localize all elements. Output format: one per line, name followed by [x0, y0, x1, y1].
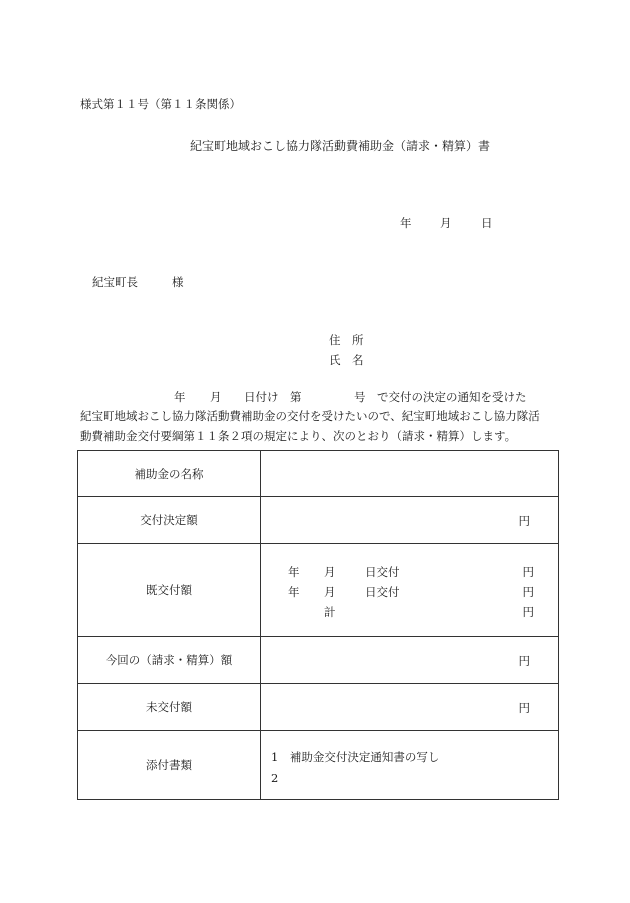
prior-2-day: 日交付 [365, 585, 400, 599]
body-month: 月 [210, 390, 222, 404]
attachments-field[interactable] [261, 731, 559, 800]
date-year: 年 [400, 216, 412, 230]
prior-2-unit: 円 [522, 585, 534, 599]
table-row [78, 451, 559, 497]
decision-amount-label: 交付決定額 [78, 497, 261, 544]
body-line1-rest: 号 で交付の決定の通知を受けた [354, 390, 527, 404]
subsidy-name-label: 補助金の名称 [78, 451, 261, 497]
table-row [78, 684, 559, 731]
attachment-item-2: 2 [271, 771, 279, 785]
subsidy-table [77, 450, 559, 800]
body-year: 年 [174, 390, 186, 404]
form-number: 様式第１１号（第１１条関係） [80, 97, 241, 111]
date-month: 月 [440, 216, 452, 230]
prior-1-unit: 円 [522, 565, 534, 579]
table-row [78, 497, 559, 544]
unpaid-amount-unit: 円 [518, 701, 530, 715]
unpaid-amount-label: 未交付額 [78, 684, 261, 731]
addressee-honorific: 様 [172, 275, 184, 289]
unpaid-amount-field[interactable] [261, 684, 559, 731]
document-title: 紀宝町地域おこし協力隊活動費補助金（請求・精算）書 [190, 139, 491, 153]
prior-1-month: 月 [324, 565, 336, 579]
current-amount-unit: 円 [518, 654, 530, 668]
address-label: 住 所 [329, 333, 364, 347]
body-dated: 日付け 第 [244, 390, 302, 404]
attachment-item-1: 1 補助金交付決定通知書の写し [271, 750, 440, 764]
body-line3: 動費補助金交付要綱第１１条２項の規定により、次のとおり（請求・精算）します。 [80, 429, 517, 443]
decision-amount-unit: 円 [518, 514, 530, 528]
table-row [78, 637, 559, 684]
date-day: 日 [481, 216, 493, 230]
current-amount-label: 今回の（請求・精算）額 [78, 637, 261, 684]
prior-total-label: 計 [324, 605, 336, 619]
subsidy-name-field[interactable] [261, 451, 559, 497]
attachments-label: 添付書類 [78, 731, 261, 800]
prior-2-year: 年 [288, 585, 300, 599]
body-line2: 紀宝町地域おこし協力隊活動費補助金の交付を受けたいので、紀宝町地域おこし協力隊活 [80, 409, 540, 423]
prior-1-day: 日交付 [365, 565, 400, 579]
name-label: 氏 名 [329, 353, 364, 367]
table-row [78, 544, 559, 637]
prior-1-year: 年 [288, 565, 300, 579]
prior-amount-label: 既交付額 [78, 544, 261, 637]
decision-amount-field[interactable] [261, 497, 559, 544]
prior-total-unit: 円 [522, 605, 534, 619]
addressee-name: 紀宝町長 [92, 275, 138, 289]
prior-2-month: 月 [324, 585, 336, 599]
prior-amount-field[interactable] [261, 544, 559, 637]
table-row [78, 731, 559, 800]
current-amount-field[interactable] [261, 637, 559, 684]
